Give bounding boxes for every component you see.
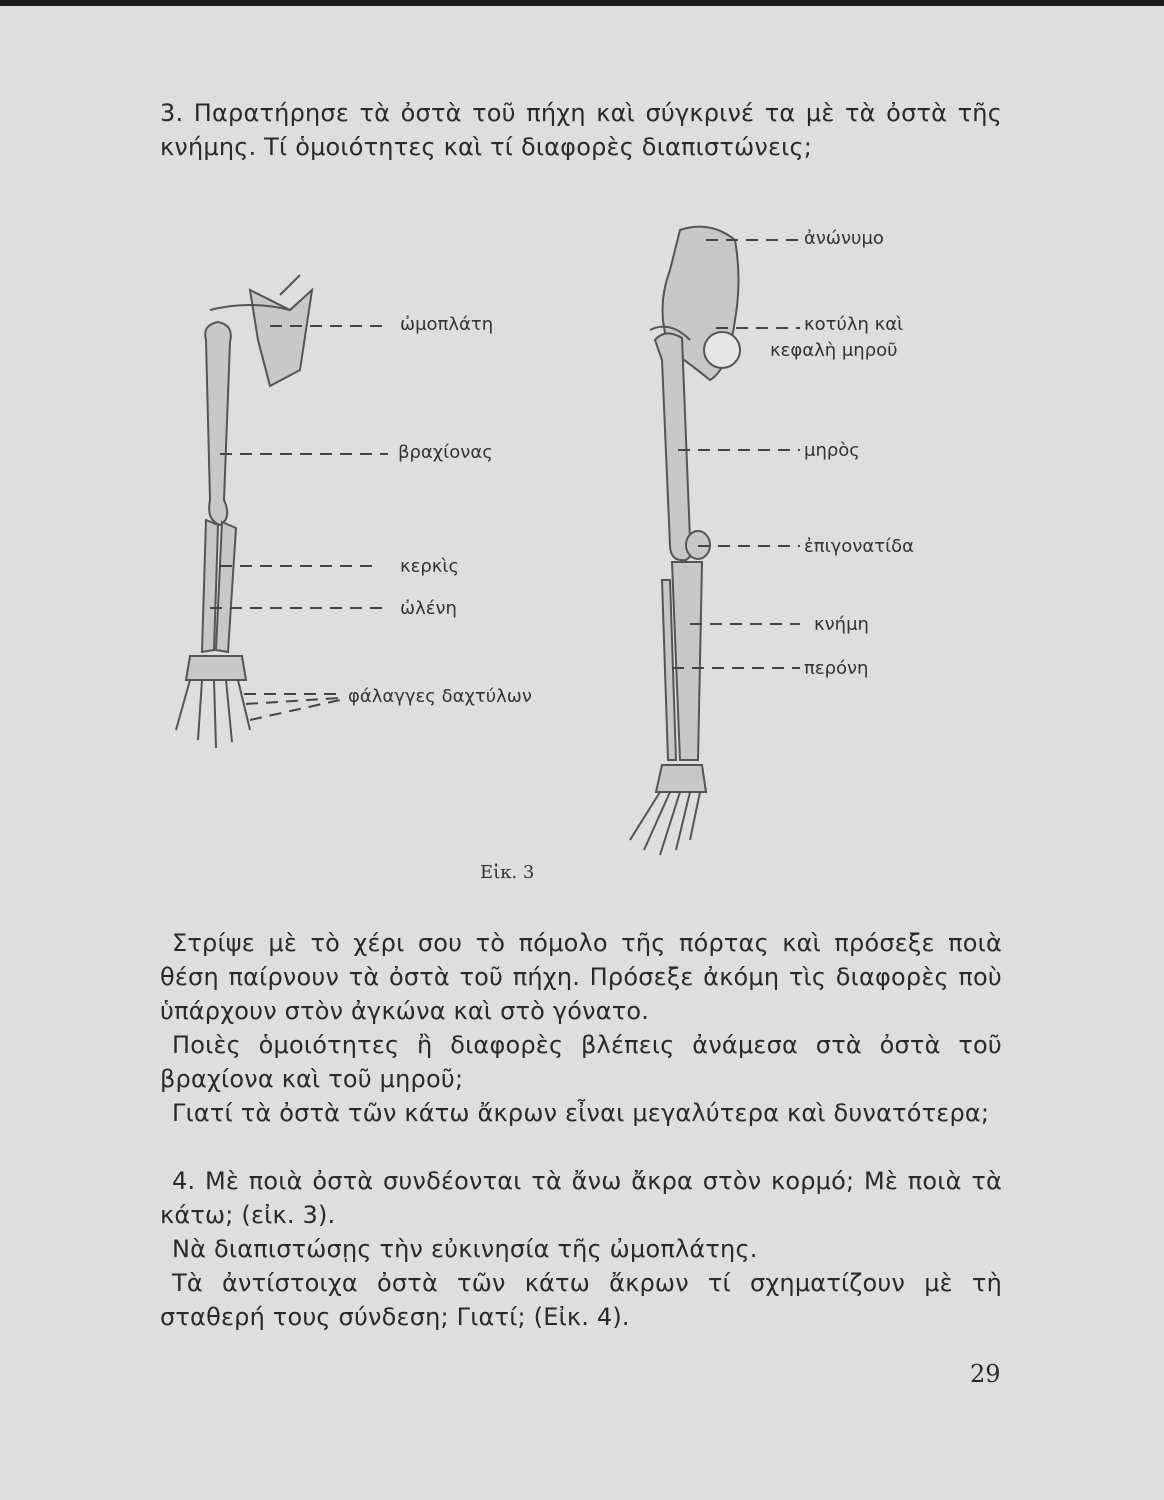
question-3: 3. Παρατήρησε τὰ ὀστὰ τοῦ πήχη καὶ σύγκρινέ τα μὲ τὰ ὀστὰ τῆς κνήμης. Τί ὁμοιότητες καὶ τί διαφορὲς διαπιστώνεις; bbox=[160, 99, 1002, 161]
figure-caption: Εἰκ. 3 bbox=[480, 862, 535, 883]
label-acetabulum-1: κοτύλη καὶ bbox=[804, 314, 904, 335]
paragraph-door-handle: Στρίψε μὲ τὸ χέρι σου τὸ πόμολο τῆς πόρτας καὶ πρόσεξε ποιὰ θέση παίρνουν τὰ ὀστὰ τοῦ πήχη. Πρόσεξε ἀκόμη τὶς διαφορὲς ποὺ ὑπάρχουν στὸν ἀγκώνα καὶ στὸ γόνατο. bbox=[160, 929, 1002, 1025]
label-acetabulum-2: κεφαλὴ μηροῦ bbox=[770, 340, 898, 361]
femur-shape bbox=[655, 333, 693, 560]
humerus-shape bbox=[205, 322, 231, 525]
label-fibula: περόνη bbox=[804, 658, 869, 679]
scan-edge bbox=[0, 0, 1164, 6]
label-humerus: βραχίονας bbox=[398, 442, 493, 463]
paragraph-scapula-mobility: Νὰ διαπιστώσῃς τὴν εὐκινησία τῆς ὠμοπλάτης. bbox=[172, 1235, 758, 1263]
paragraph-humerus-femur: Ποιὲς ὁμοιότητες ἢ διαφορὲς βλέπεις ἀνάμεσα στὰ ὀστὰ τοῦ βραχίονα καὶ τοῦ μηροῦ; bbox=[160, 1031, 1002, 1093]
label-tibia: κνήμη bbox=[814, 614, 869, 635]
label-ulna: ὠλένη bbox=[400, 598, 457, 619]
paragraph-lower-limbs: Γιατί τὰ ὀστὰ τῶν κάτω ἄκρων εἶναι μεγαλύτερα καὶ δυνατότερα; bbox=[172, 1099, 990, 1127]
label-innominate: ἀνώνυμο bbox=[804, 228, 884, 249]
label-scapula: ὠμοπλάτη bbox=[400, 314, 494, 335]
label-phalanges: φάλαγγες δαχτύλων bbox=[348, 686, 532, 707]
question-4: 4. Μὲ ποιὰ ὀστὰ συνδέονται τὰ ἄνω ἄκρα στὸν κορμό; Μὲ ποιὰ τὰ κάτω; (εἰκ. 3). bbox=[160, 1167, 1002, 1229]
label-patella: ἐπιγονατίδα bbox=[804, 536, 915, 557]
page-number: 29 bbox=[970, 1360, 1001, 1388]
skeleton-figure bbox=[150, 200, 1010, 880]
label-femur: μηρὸς bbox=[804, 440, 860, 461]
paragraph-lower-limb-bones: Τὰ ἀντίστοιχα ὀστὰ τῶν κάτω ἄκρων τί σχηματίζουν μὲ τὴ σταθερή τους σύνδεση; Γιατί; (Εἰκ. 4). bbox=[160, 1269, 1002, 1331]
label-radius: κερκὶς bbox=[400, 556, 460, 577]
